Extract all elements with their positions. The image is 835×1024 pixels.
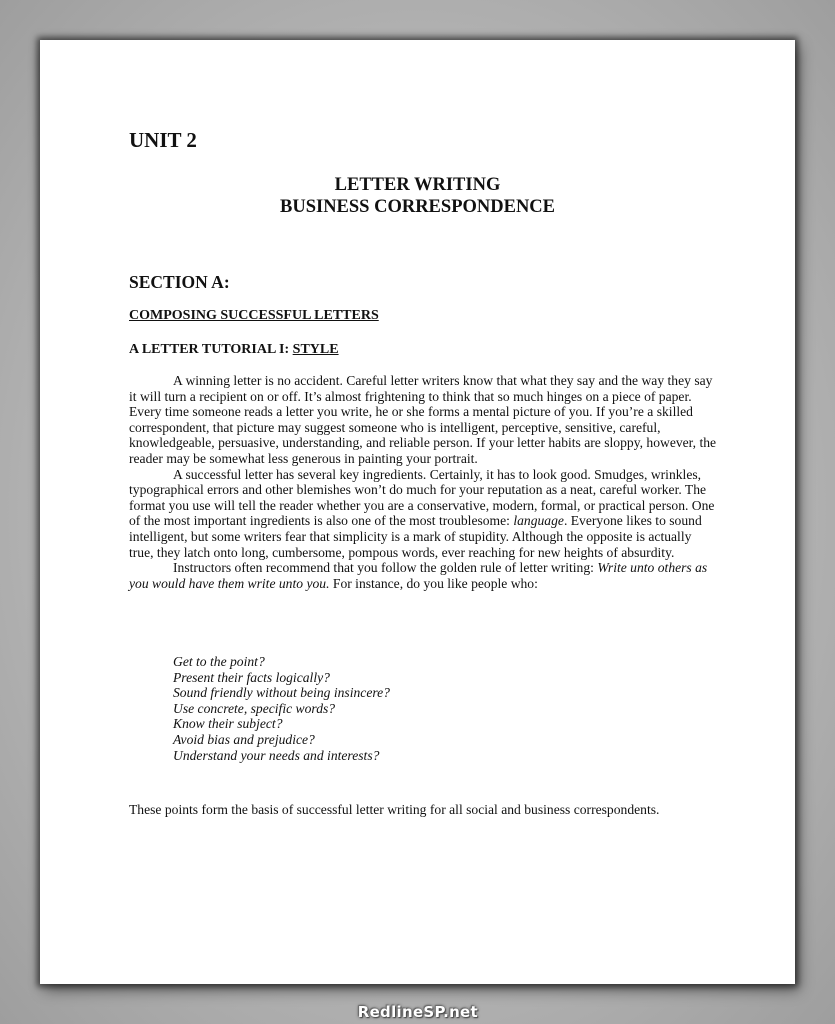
question-list: [173, 654, 390, 763]
tutorial-prefix: A LETTER TUTORIAL I:: [129, 342, 293, 357]
title-line-2: BUSINESS CORRESPONDENCE: [280, 197, 555, 217]
document-title: [40, 174, 795, 218]
tutorial-style-word: STYLE: [292, 342, 339, 357]
tutorial-heading: [129, 342, 339, 358]
paragraph-1: A winning letter is no accident. Careful letter writers know that what they say and the way they say it will turn a recipient on or off. It’s almost frightening to think that so much hinges on a piece of paper. Every time someone reads a letter you write, he or she forms a mental picture of you. If you’re a skilled correspondent, that picture may suggest someone who is intelligent, perceptive, sensitive, careful, knowledgeable, persuasive, understanding, and reliable person. If your letter habits are sloppy, however, the reader may be somewhat less generous in painting your portrait.: [129, 373, 717, 466]
section-heading: SECTION A:: [129, 272, 230, 292]
question-item: Use concrete, specific words?: [173, 700, 336, 716]
paragraph-2-italic: language: [513, 513, 564, 529]
title-line-1: LETTER WRITING: [334, 175, 501, 195]
question-item: Get to the point?: [173, 654, 265, 669]
question-item: Know their subject?: [173, 716, 283, 732]
paragraph-3-italic: Write unto others as you would have them write unto you.: [129, 560, 708, 591]
subsection-heading: COMPOSING SUCCESSFUL LETTERS: [129, 308, 379, 323]
paragraph-3: [129, 560, 719, 591]
paragraph-2-part-2: . Everyone likes to sound intelligent, but some writers fear that simplicity is a mark of stupidity. Although the opposite is actually true, they latch onto long, cumbersome, pompous words, ever reaching for new heights of absurdity.: [129, 513, 702, 560]
question-item: Understand your needs and interests?: [173, 747, 380, 763]
paragraph-3-part-2: For instance, do you like people who:: [329, 575, 538, 591]
watermark: RedlineSP.net: [357, 1003, 478, 1021]
question-item: Avoid bias and prejudice?: [173, 731, 315, 747]
closing-paragraph: These points form the basis of successful letter writing for all social and business correspondents.: [129, 802, 660, 817]
document-page: [40, 40, 795, 984]
paragraph-3-part-1: Instructors often recommend that you follow the golden rule of letter writing:: [173, 560, 598, 576]
question-item: Present their facts logically?: [173, 669, 330, 685]
unit-heading: UNIT 2: [129, 128, 197, 152]
paragraph-2: [129, 467, 719, 561]
question-item: Sound friendly without being insincere?: [173, 685, 390, 701]
paragraph-2-part-1: A successful letter has several key ingredients. Certainly, it has to look good. Smudges, wrinkles, typographical errors and other blemishes won’t do much for your reputation as a neat, careful worker. The format you use will tell the reader whether you are a conservative, modern, formal, or practical person. One of the most important ingredients is also one of the most troublesome:: [129, 466, 715, 529]
body-text: [129, 373, 719, 591]
